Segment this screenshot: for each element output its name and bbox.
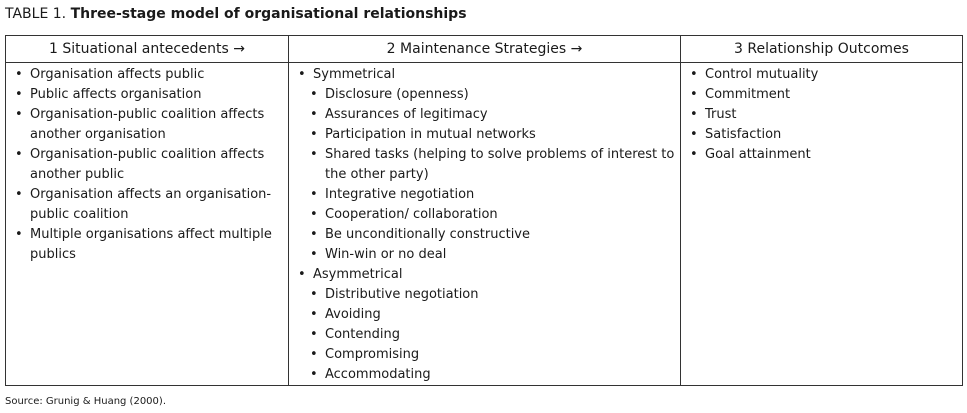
list-item-line: • Accommodating [325, 367, 431, 382]
list-item [685, 145, 958, 165]
sub-list-item [293, 345, 676, 365]
list-item [10, 225, 284, 265]
list-item-line: • Organisation affects public [30, 67, 205, 82]
list-item-line: • Assurances of legitimacy [325, 107, 488, 122]
header-row [6, 36, 963, 63]
sub-list-item [293, 225, 676, 245]
list-item-line: • Disclosure (openness) [325, 87, 469, 102]
list-item-line: public coalition [30, 207, 129, 222]
list-item-line: • Commitment [705, 87, 791, 102]
sub-list-item [293, 285, 676, 305]
list-item-line: • Distributive negotiation [325, 287, 479, 302]
relationship-outcomes-list [685, 65, 958, 165]
body-row [6, 63, 963, 386]
sub-list-item [293, 185, 676, 205]
sub-list-item [293, 205, 676, 225]
situational-antecedents-cell [6, 63, 289, 386]
column-header-maintenance-strategies: 2 Maintenance Strategies → [289, 36, 681, 63]
sub-list-item [293, 245, 676, 265]
sub-list-item [293, 325, 676, 345]
list-item [10, 85, 284, 105]
list-item [293, 65, 676, 85]
table-title: Three-stage model of organisational relationships [70, 6, 467, 22]
list-item [685, 85, 958, 105]
list-item-line: • Shared tasks (helping to solve problems of interest to [325, 147, 675, 162]
list-item-line: • Avoiding [325, 307, 381, 322]
list-item-line: • Multiple organisations affect multiple [30, 227, 272, 242]
table-number: TABLE 1. [5, 6, 67, 22]
list-item-line: another public [30, 167, 125, 182]
list-item-line: • Participation in mutual networks [325, 127, 536, 142]
list-item-line: the other party) [325, 167, 429, 182]
source-note: Source: Grunig & Huang (2000). [5, 396, 166, 407]
relationship-outcomes-cell [681, 63, 963, 386]
table-caption [5, 5, 467, 23]
column-header-relationship-outcomes: 3 Relationship Outcomes [681, 36, 963, 63]
list-item-line: • Satisfaction [705, 127, 782, 142]
list-item-line: • Organisation affects an organisation- [30, 187, 272, 202]
list-item-line: • Asymmetrical [313, 267, 403, 282]
list-item [685, 65, 958, 85]
list-item-line: • Cooperation/ collaboration [325, 207, 498, 222]
list-item [685, 105, 958, 125]
list-item [293, 265, 676, 285]
maintenance-strategies-cell [289, 63, 681, 386]
list-item-line: • Be unconditionally constructive [325, 227, 530, 242]
list-item [10, 65, 284, 85]
list-item-line: • Symmetrical [313, 67, 396, 82]
list-item [10, 105, 284, 145]
list-item-line: • Organisation-public coalition affects [30, 147, 265, 162]
situational-antecedents-list [10, 65, 284, 265]
list-item-line: • Win-win or no deal [325, 247, 447, 262]
list-item-line: • Goal attainment [705, 147, 811, 162]
maintenance-strategies-list [293, 65, 676, 385]
sub-list-item [293, 125, 676, 145]
list-item-line: • Integrative negotiation [325, 187, 475, 202]
list-item-line: • Compromising [325, 347, 420, 362]
relationship-model-table [5, 35, 963, 386]
sub-list-item [293, 105, 676, 125]
list-item-line: publics [30, 247, 76, 262]
sub-list-item [293, 365, 676, 385]
list-item-line: • Contending [325, 327, 400, 342]
sub-list-item [293, 145, 676, 185]
list-item-line: • Organisation-public coalition affects [30, 107, 265, 122]
list-item [685, 125, 958, 145]
list-item [10, 185, 284, 225]
column-header-situational-antecedents: 1 Situational antecedents → [6, 36, 289, 63]
sub-list-item [293, 85, 676, 105]
sub-list-item [293, 305, 676, 325]
list-item [10, 145, 284, 185]
list-item-line: • Control mutuality [705, 67, 819, 82]
list-item-line: • Trust [705, 107, 737, 122]
list-item-line: • Public affects organisation [30, 87, 202, 102]
list-item-line: another organisation [30, 127, 166, 142]
